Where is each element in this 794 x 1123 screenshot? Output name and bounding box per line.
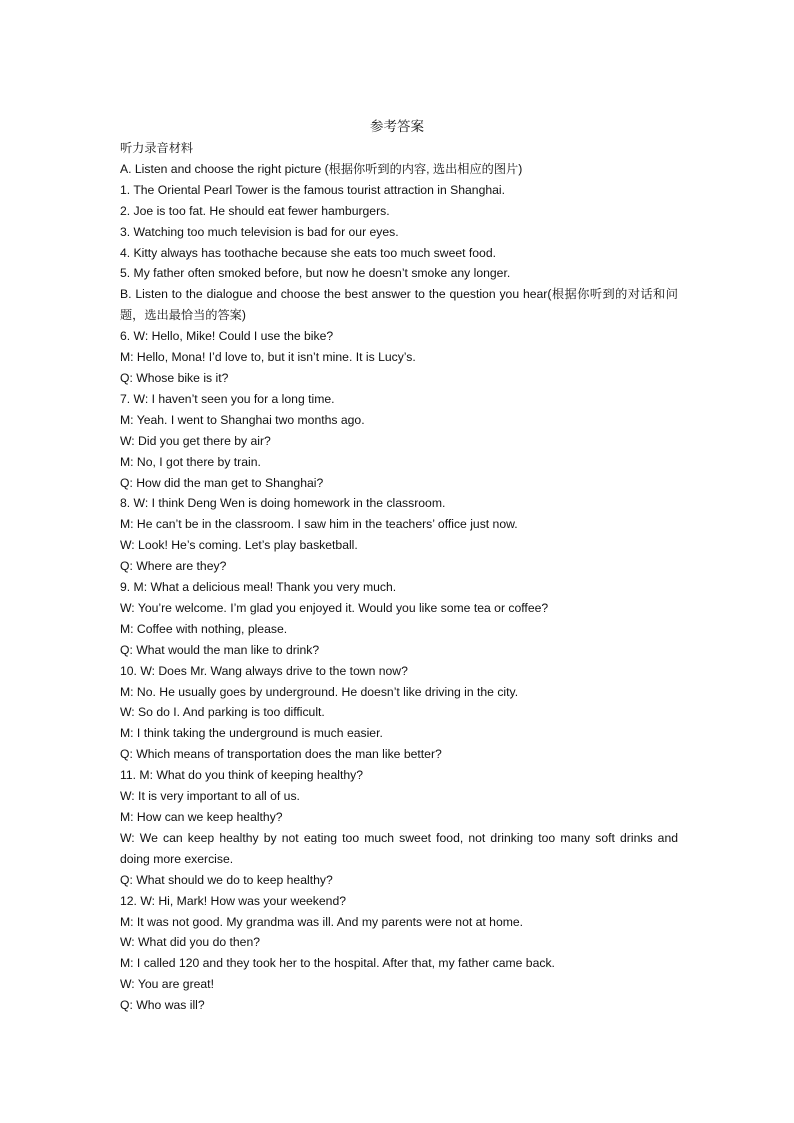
text-paragraph: W: We can keep healthy by not eating too much sweet food, not drinking too many soft drinks and doing more exercise. — [120, 830, 678, 866]
text-line: Q: Who was ill? — [120, 998, 205, 1013]
text-line: M: How can we keep healthy? — [120, 810, 283, 824]
text-line: W: Did you get there by air? — [120, 433, 271, 448]
text-line: Q: Which means of transportation does the man like better? — [120, 747, 442, 762]
text-line: M: Hello, Mona! I’d love to, but it isn’t mine. It is Lucy’s. — [120, 350, 416, 365]
text-paragraph: B. Listen to the dialogue and choose the best answer to the question you hear(根据你听到的对话和问题，选出最恰当的答案) — [120, 287, 678, 323]
text-line: W: What did you do then? — [120, 935, 261, 950]
text-line: 11. M: What do you think of keeping healthy? — [120, 768, 363, 783]
text-line: 10. W: Does Mr. Wang always drive to the town now? — [120, 663, 408, 678]
text-line: A. Listen and choose the right picture (根据你听到的内容, 选出相应的图片) — [120, 161, 523, 176]
text-line: M: Coffee with nothing, please. — [120, 621, 288, 636]
text-line: M: It was not good. My grandma was ill. And my parents were not at home. — [120, 914, 524, 929]
text-line: Q: What should we do to keep healthy? — [120, 872, 333, 887]
text-line: M: I called 120 and they took her to the hospital. After that, my father came back. — [120, 956, 555, 971]
text-line: 2. Joe is too fat. He should eat fewer hamburgers. — [120, 203, 390, 218]
text-line: 6. W: Hello, Mike! Could I use the bike? — [120, 329, 334, 344]
text-line: 4. Kitty always has toothache because she eats too much sweet food. — [120, 245, 497, 260]
text-line: 3. Watching too much television is bad for our eyes. — [120, 224, 399, 239]
text-line: M: I think taking the underground is much easier. — [120, 726, 383, 741]
text-line: 1. The Oriental Pearl Tower is the famous tourist attraction in Shanghai. — [120, 182, 506, 197]
text-line: Q: Whose bike is it? — [120, 370, 229, 385]
text-line: 9. M: What a delicious meal! Thank you very much. — [120, 580, 397, 595]
text-line: 7. W: I haven’t seen you for a long time. — [120, 391, 335, 406]
text-line: Q: How did the man get to Shanghai? — [120, 475, 324, 490]
text-line: M: No. He usually goes by underground. He doesn’t like driving in the city. — [120, 684, 519, 699]
text-line: M: Yeah. I went to Shanghai two months ago. — [120, 412, 365, 427]
section-heading: 听力录音材料 — [120, 141, 194, 155]
text-line: 5. My father often smoked before, but now he doesn’t smoke any longer. — [120, 266, 511, 281]
text-line: W: You’re welcome. I’m glad you enjoyed it. Would you like some tea or coffee? — [120, 600, 549, 615]
text-line: W: It is very important to all of us. — [120, 789, 300, 804]
text-line: 8. W: I think Deng Wen is doing homework in the classroom. — [120, 496, 446, 511]
text-line: W: You are great! — [120, 977, 214, 992]
text-line: W: So do I. And parking is too difficult. — [120, 705, 325, 720]
text-line: M: No, I got there by train. — [120, 454, 261, 469]
page-title: 参考答案 — [370, 119, 424, 134]
text-line: W: Look! He’s coming. Let’s play basketball. — [120, 538, 358, 553]
text-line: Q: What would the man like to drink? — [120, 642, 320, 657]
text-line: Q: Where are they? — [120, 559, 227, 574]
text-line: M: He can’t be in the classroom. I saw him in the teachers’ office just now. — [120, 517, 518, 532]
document-body — [120, 138, 678, 1016]
text-line: 12. W: Hi, Mark! How was your weekend? — [120, 893, 347, 908]
